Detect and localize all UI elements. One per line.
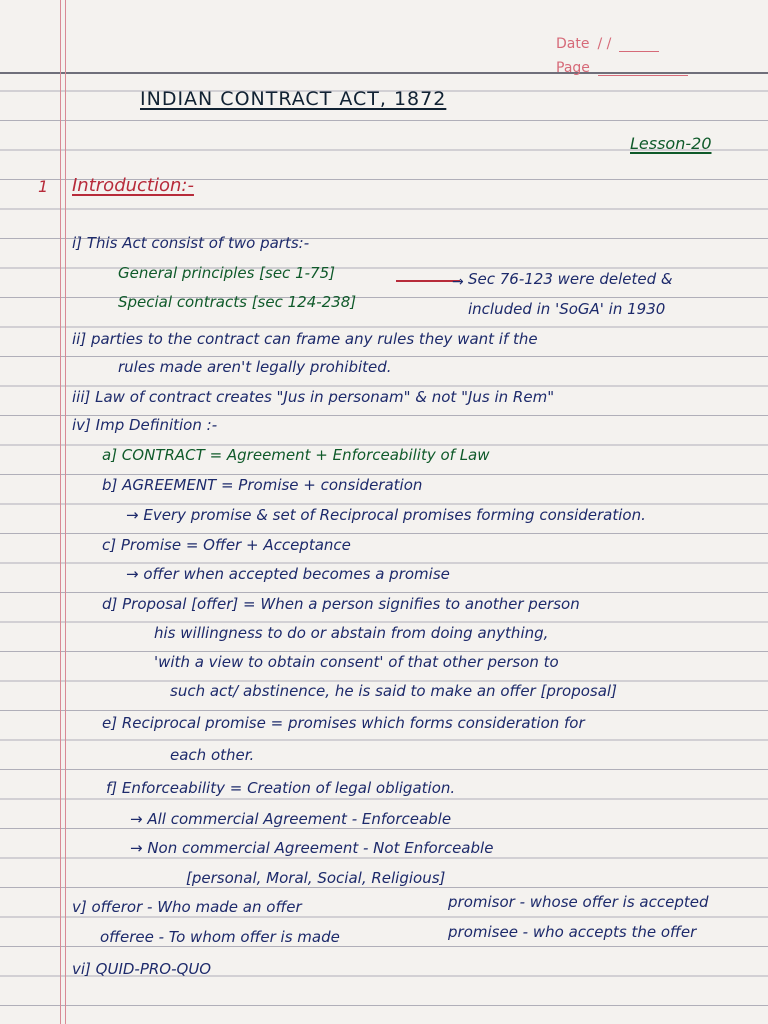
page-title: INDIAN CONTRACT ACT, 1872 — [140, 88, 447, 110]
note-line: his willingness to do or abstain from doing anything, — [154, 624, 549, 642]
note-line: offeree - To whom offer is made — [100, 928, 340, 946]
date-row — [556, 28, 688, 52]
margin-line — [65, 0, 66, 1024]
note-line: [personal, Moral, Social, Religious] — [186, 869, 446, 887]
arrow-icon: → — [452, 274, 464, 290]
date-slashes: / / — [597, 36, 612, 52]
note-line: rules made aren't legally prohibited. — [118, 358, 392, 376]
note-line: v] offeror - Who made an offer — [72, 898, 302, 916]
page-blank — [598, 61, 688, 76]
note-line: i] This Act consist of two parts:- — [72, 234, 310, 252]
note-line: promisor - whose offer is accepted — [448, 893, 709, 911]
note-line: General principles [sec 1-75] — [118, 264, 335, 282]
page-row — [556, 52, 688, 76]
note-line: → Every promise & set of Reciprocal promises forming consideration. — [126, 506, 646, 524]
note-line: iv] Imp Definition :- — [72, 416, 218, 434]
note-line: 'with a view to obtain consent' of that other person to — [154, 653, 559, 671]
note-line: b] AGREEMENT = Promise + consideration — [102, 476, 423, 494]
note-line: → Non commercial Agreement - Not Enforceable — [130, 839, 494, 857]
note-line: such act/ abstinence, he is said to make an offer [proposal] — [170, 682, 617, 700]
note-line: a] CONTRACT = Agreement + Enforceability of Law — [102, 446, 490, 464]
note-line: promisee - who accepts the offer — [448, 923, 697, 941]
note-line: included in 'SoGA' in 1930 — [468, 300, 666, 318]
note-line: Special contracts [sec 124-238] — [118, 293, 357, 311]
note-line: d] Proposal [offer] = When a person signifies to another person — [102, 595, 580, 613]
note-line: vi] QUID-PRO-QUO — [72, 960, 212, 978]
note-line: c] Promise = Offer + Acceptance — [102, 536, 351, 554]
page-label: Page — [556, 60, 590, 76]
margin-line — [60, 0, 61, 1024]
note-line: e] Reciprocal promise = promises which forms consideration for — [102, 714, 585, 732]
note-line: ii] parties to the contract can frame any rules they want if the — [72, 330, 538, 348]
date-page-box — [556, 28, 688, 76]
lesson-number: Lesson-20 — [630, 134, 712, 153]
section-title: Introduction:- — [72, 175, 194, 196]
note-line: iii] Law of contract creates "Jus in personam" & not "Jus in Rem" — [72, 388, 555, 406]
date-label: Date — [556, 36, 590, 52]
arrow-line — [396, 280, 460, 282]
note-line: each other. — [170, 746, 255, 764]
note-line: f] Enforceability = Creation of legal obligation. — [106, 779, 456, 797]
note-line: → All commercial Agreement - Enforceable — [130, 810, 452, 828]
date-blank — [619, 37, 659, 52]
note-line: Sec 76-123 were deleted & — [468, 270, 673, 288]
note-line: → offer when accepted becomes a promise — [126, 565, 450, 583]
section-number: 1 — [38, 177, 49, 196]
